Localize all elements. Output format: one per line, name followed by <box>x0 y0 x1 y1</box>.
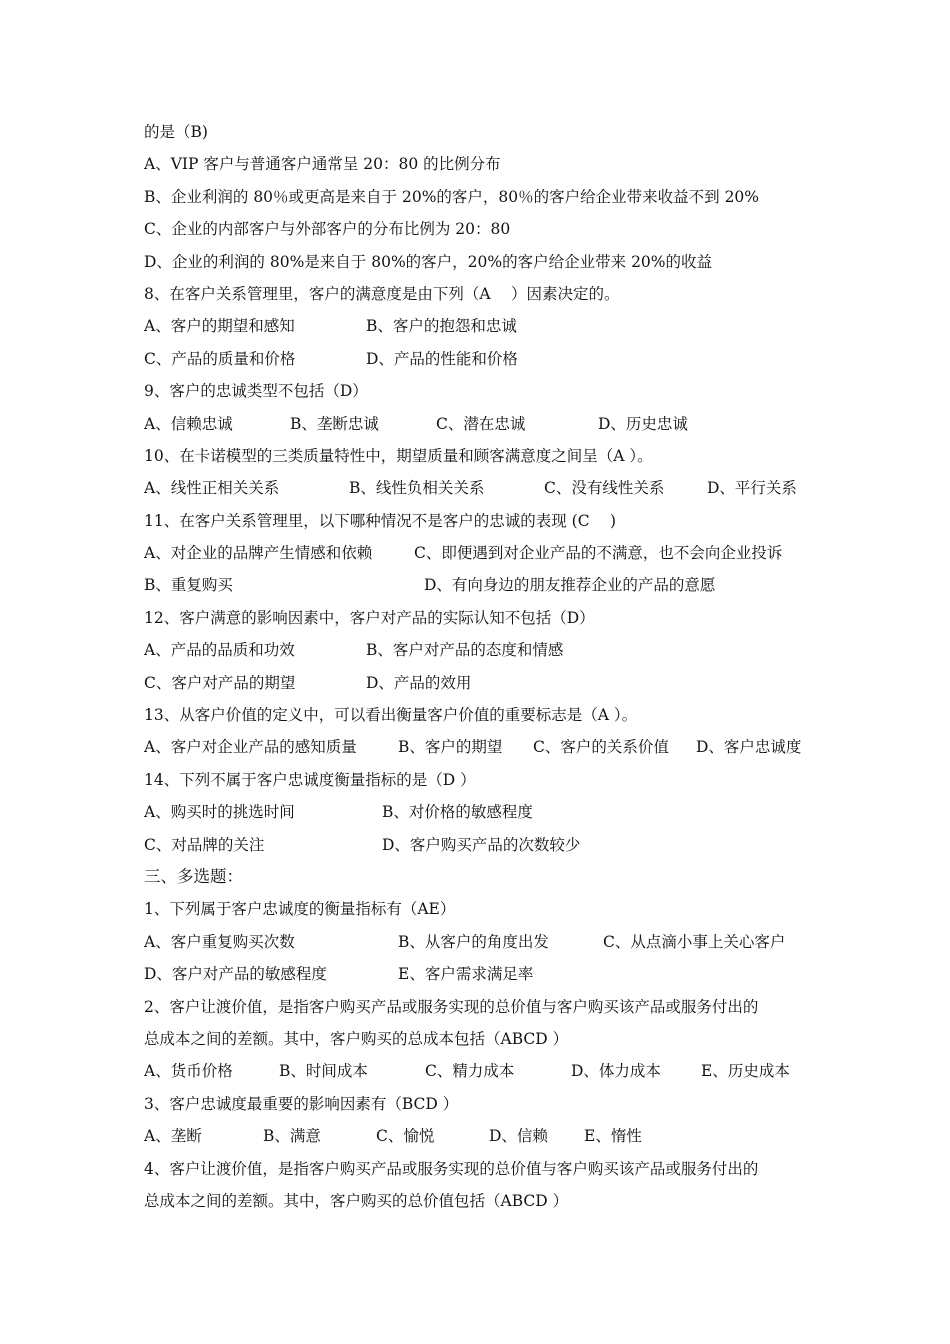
question-10: 10、在卡诺模型的三类质量特性中，期望质量和顾客满意度之间呈（A ）。 <box>144 446 653 465</box>
option-e: E、历史成本 <box>701 1062 790 1081</box>
option-a: A、产品的品质和功效 <box>144 641 295 660</box>
multi-question-2-continuation: 总成本之间的差额。其中，客户购买的总成本包括（ABCD ） <box>144 1029 569 1048</box>
multi-question-1-options-row-1 <box>144 926 816 958</box>
section-heading-multiple-choice: 三、多选题： <box>144 866 243 886</box>
option-b: B、满意 <box>263 1127 321 1146</box>
option-b: B、对价格的敏感程度 <box>382 803 533 822</box>
question-12-options-row-1 <box>144 634 816 666</box>
option-d: D、信赖 <box>489 1127 548 1146</box>
question-8-options-row-1 <box>144 310 816 342</box>
option-a: A、线性正相关关系 <box>144 479 280 498</box>
question-14-options-row-1 <box>144 796 816 828</box>
multi-question-1: 1、下列属于客户忠诚度的衡量指标有（AE） <box>144 900 456 919</box>
option-d: D、客户对产品的敏感程度 <box>144 965 327 984</box>
multi-question-2: 2、客户让渡价值，是指客户购买产品或服务实现的总价值与客户购买该产品或服务付出的 <box>144 997 759 1016</box>
option-c: C、潜在忠诚 <box>436 414 526 433</box>
option-d: D、客户忠诚度 <box>696 738 802 757</box>
multi-question-4: 4、客户让渡价值，是指客户购买产品或服务实现的总价值与客户购买该产品或服务付出的 <box>144 1159 759 1178</box>
multi-question-2-options <box>144 1055 816 1087</box>
option-a: A、货币价格 <box>144 1062 233 1081</box>
question-9-options <box>144 408 816 440</box>
multi-question-3: 3、客户忠诚度最重要的影响因素有（BCD ） <box>144 1094 459 1113</box>
option-d: D、客户购买产品的次数较少 <box>382 835 581 854</box>
option-b: B、垄断忠诚 <box>290 414 379 433</box>
option-d: D、产品的性能和价格 <box>366 349 518 368</box>
question-13: 13、从客户价值的定义中，可以看出衡量客户价值的重要标志是（A ）。 <box>144 706 638 725</box>
multi-question-3-options <box>144 1120 816 1152</box>
question-11-options-row-2 <box>144 569 816 601</box>
question-8-options-row-2 <box>144 343 816 375</box>
option-a: A、购买时的挑选时间 <box>144 803 295 822</box>
question-10-options <box>144 472 816 504</box>
question-14-options-row-2 <box>144 829 816 861</box>
option-b: B、从客户的角度出发 <box>398 932 549 951</box>
option-e: E、客户需求满足率 <box>398 965 534 984</box>
multi-question-4-continuation: 总成本之间的差额。其中，客户购买的总价值包括（ABCD ） <box>144 1191 569 1210</box>
document-page <box>144 116 816 1217</box>
option-c: C、从点滴小事上关心客户 <box>603 932 786 951</box>
question-8: 8、在客户关系管理里，客户的满意度是由下列（A ）因素决定的。 <box>144 284 620 303</box>
option-b: B、线性负相关关系 <box>349 479 485 498</box>
option-a: A、信赖忠诚 <box>144 414 233 433</box>
option-b: B、客户的抱怨和忠诚 <box>366 317 517 336</box>
option-b: B、企业利润的 80％或更高是来自于 20%的客户，80％的客户给企业带来收益不到 20% <box>144 187 760 206</box>
option-d: D、历史忠诚 <box>598 414 688 433</box>
option-a: A、客户重复购买次数 <box>144 932 295 951</box>
question-13-options <box>144 731 816 763</box>
option-c: C、精力成本 <box>425 1062 515 1081</box>
option-a: A、客户对企业产品的感知质量 <box>144 738 357 757</box>
question-9: 9、客户的忠诚类型不包括（D） <box>144 382 368 401</box>
question-12-options-row-2 <box>144 667 816 699</box>
option-c: C、客户的关系价值 <box>533 738 669 757</box>
option-c: C、愉悦 <box>376 1127 435 1146</box>
option-d: D、有向身边的朋友推荐企业的产品的意愿 <box>424 576 716 595</box>
option-b: B、客户对产品的态度和情感 <box>366 641 564 660</box>
option-e: E、惰性 <box>584 1127 642 1146</box>
option-c: C、没有线性关系 <box>544 479 665 498</box>
question-14: 14、下列不属于客户忠诚度衡量指标的是（D ） <box>144 770 476 789</box>
option-d: D、平行关系 <box>707 479 797 498</box>
option-b: B、时间成本 <box>279 1062 368 1081</box>
option-b: B、客户的期望 <box>398 738 503 757</box>
option-b: B、重复购买 <box>144 576 233 595</box>
option-d: D、企业的利润的 80%是来自于 80%的客户，20%的客户给企业带来 20%的收益 <box>144 252 713 271</box>
option-a: A、对企业的品牌产生情感和依赖 <box>144 544 373 563</box>
option-d: D、产品的效用 <box>366 673 472 692</box>
option-c: C、客户对产品的期望 <box>144 673 296 692</box>
question-12: 12、客户满意的影响因素中，客户对产品的实际认知不包括（D） <box>144 608 595 627</box>
multi-question-1-options-row-2 <box>144 958 816 990</box>
question-11: 11、在客户关系管理里，以下哪种情况不是客户的忠诚的表现 (C ) <box>144 511 617 530</box>
option-c: C、企业的内部客户与外部客户的分布比例为 20：80 <box>144 220 511 239</box>
option-a: A、客户的期望和感知 <box>144 317 295 336</box>
option-d: D、体力成本 <box>571 1062 661 1081</box>
question-11-options-row-1 <box>144 537 816 569</box>
option-c: C、对品牌的关注 <box>144 835 265 854</box>
option-c: C、即便遇到对企业产品的不满意，也不会向企业投诉 <box>414 544 783 563</box>
option-a: A、VIP 客户与普通客户通常呈 20：80 的比例分布 <box>144 155 501 174</box>
option-a: A、垄断 <box>144 1127 202 1146</box>
option-c: C、产品的质量和价格 <box>144 349 296 368</box>
question-stem-continuation: 的是（B) <box>144 123 208 141</box>
